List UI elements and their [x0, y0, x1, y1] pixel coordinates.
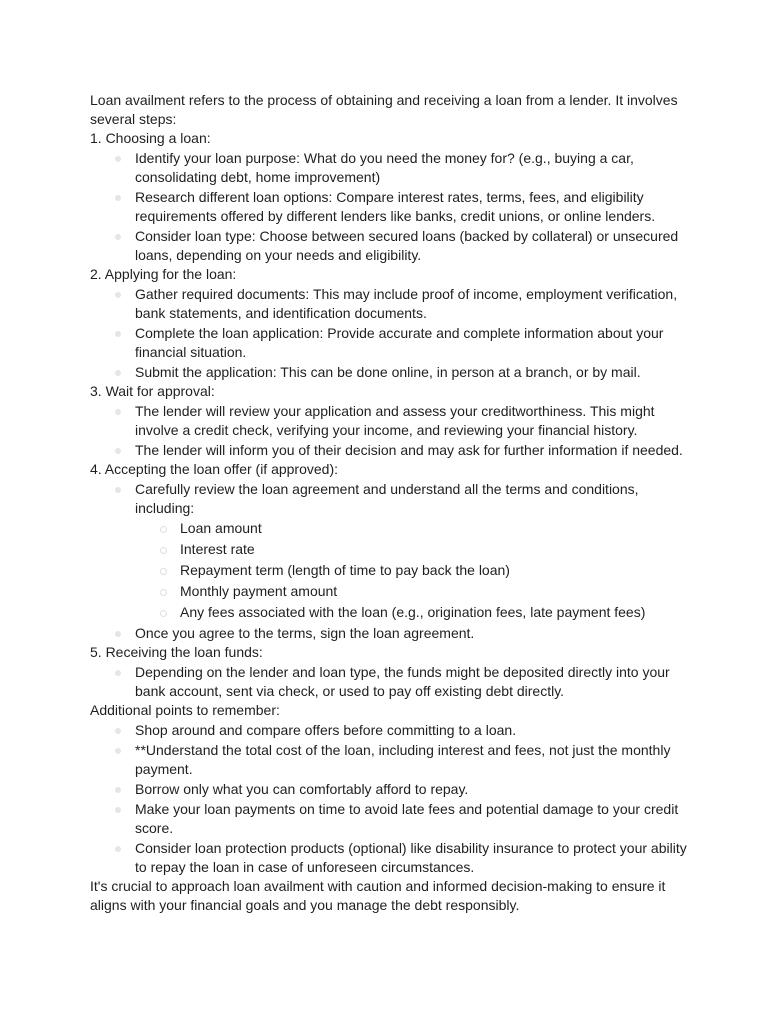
list-item: Complete the loan application: Provide accurate and complete information about your financial situation.: [90, 324, 690, 362]
conclusion-paragraph: It's crucial to approach loan availment with caution and informed decision-making to ensure it aligns with your financial goals and you manage the debt responsibly.: [90, 878, 666, 913]
sublist-item: Loan amount: [135, 519, 690, 538]
receiving-list: [90, 663, 690, 701]
approval-list: [90, 402, 690, 460]
sublist-item: Interest rate: [135, 540, 690, 559]
list-item: Once you agree to the terms, sign the loan agreement.: [90, 624, 690, 643]
list-item: Make your loan payments on time to avoid late fees and potential damage to your credit score.: [90, 800, 690, 838]
section-heading-receiving: 5. Receiving the loan funds:: [90, 644, 263, 660]
sublist-item: Any fees associated with the loan (e.g., origination fees, late payment fees): [135, 603, 690, 622]
list-item: Shop around and compare offers before committing to a loan.: [90, 721, 690, 740]
list-item: Consider loan type: Choose between secured loans (backed by collateral) or unsecured loans, depending on your needs and eligibility.: [90, 227, 690, 265]
sublist-item: Monthly payment amount: [135, 582, 690, 601]
choosing-list: [90, 149, 690, 265]
additional-heading: Additional points to remember:: [90, 702, 280, 718]
list-item: Consider loan protection products (optional) like disability insurance to protect your ability to repay the loan in case of unforeseen circumstances.: [90, 839, 690, 877]
list-item: The lender will inform you of their decision and may ask for further information if needed.: [90, 441, 690, 460]
applying-list: [90, 285, 690, 382]
sublist-item: Repayment term (length of time to pay back the loan): [135, 561, 690, 580]
list-item: Depending on the lender and loan type, the funds might be deposited directly into your bank account, sent via check, or used to pay off existing debt directly.: [90, 663, 690, 701]
section-heading-choosing: 1. Choosing a loan:: [90, 130, 211, 146]
list-item: Gather required documents: This may include proof of income, employment verification, bank statements, and identification documents.: [90, 285, 690, 323]
loan-terms-sublist: [135, 519, 690, 622]
list-item: **Understand the total cost of the loan, including interest and fees, not just the monthly payment.: [90, 741, 690, 779]
section-heading-applying: 2. Applying for the loan:: [90, 266, 237, 282]
list-item: Borrow only what you can comfortably afford to repay.: [90, 780, 690, 799]
section-heading-approval: 3. Wait for approval:: [90, 383, 215, 399]
document-body: [90, 91, 690, 915]
list-item: Research different loan options: Compare interest rates, terms, fees, and eligibility requirements offered by different lenders like banks, credit unions, or online lenders.: [90, 188, 690, 226]
additional-list: [90, 721, 690, 877]
intro-paragraph: Loan availment refers to the process of obtaining and receiving a loan from a lender. It involves several steps:: [90, 92, 678, 127]
list-item-text: Carefully review the loan agreement and understand all the terms and conditions, including:: [135, 481, 639, 516]
section-heading-accepting: 4. Accepting the loan offer (if approved):: [90, 461, 339, 477]
accepting-list: [90, 480, 690, 643]
list-item: Submit the application: This can be done online, in person at a branch, or by mail.: [90, 363, 690, 382]
list-item: The lender will review your application and assess your creditworthiness. This might involve a credit check, verifying your income, and reviewing your financial history.: [90, 402, 690, 440]
list-item: [90, 480, 690, 622]
list-item: Identify your loan purpose: What do you need the money for? (e.g., buying a car, consolidating debt, home improvement): [90, 149, 690, 187]
